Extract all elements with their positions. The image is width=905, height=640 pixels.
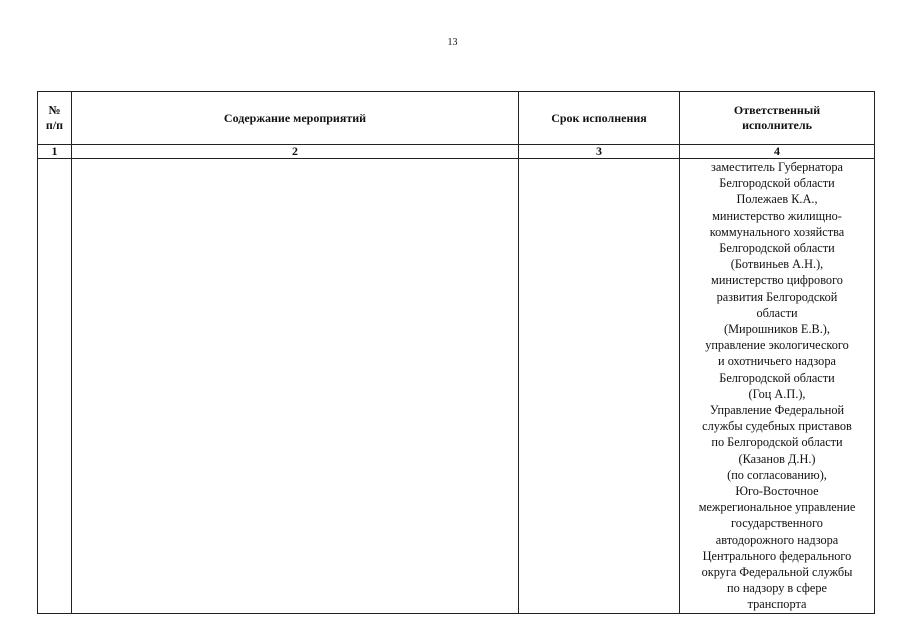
header-responsible	[680, 92, 875, 145]
row-number-cell	[38, 159, 72, 614]
responsible-line: области	[756, 305, 798, 320]
responsible-line: по надзору в сфере	[727, 581, 827, 596]
responsible-line: развития Белгородской	[716, 289, 838, 304]
deadline-cell	[519, 159, 680, 614]
header-responsible-line2: исполнитель	[742, 118, 812, 132]
responsible-line: (по согласованию),	[727, 467, 827, 482]
responsible-line: автодорожного надзора	[715, 532, 839, 547]
responsible-line: межрегиональное управление	[698, 500, 856, 515]
responsible-line: Центрального федерального	[702, 548, 852, 563]
responsible-line: службы судебных приставов	[702, 419, 852, 434]
responsible-line: Управление Федеральной	[709, 403, 845, 418]
header-number-symbol: №	[48, 103, 61, 117]
header-number-abbr: п/п	[45, 118, 64, 132]
header-number	[38, 92, 72, 145]
table-header-row	[38, 92, 875, 145]
responsible-line: (Гоц А.П.),	[748, 386, 806, 401]
responsible-line: транспорта	[747, 597, 807, 612]
responsible-line: Белгородской области	[719, 370, 835, 385]
responsible-line: (Ботвиньев А.Н.),	[730, 257, 824, 272]
header-content: Содержание мероприятий	[72, 92, 519, 145]
column-number: 2	[72, 145, 519, 159]
column-number: 1	[38, 145, 72, 159]
responsible-line: (Мирошников Е.В.),	[724, 322, 830, 337]
responsible-line: Белгородской области	[719, 241, 835, 256]
table-row	[38, 159, 875, 614]
responsible-line: Юго-Восточное	[735, 484, 819, 499]
responsible-line: коммунального хозяйства	[709, 224, 845, 239]
responsible-line: министерство жилищно-	[712, 208, 842, 223]
responsible-line: заместитель Губернатора	[711, 160, 843, 174]
responsible-list	[680, 159, 874, 613]
column-number: 4	[680, 145, 875, 159]
column-number-row	[38, 145, 875, 159]
responsible-cell	[680, 159, 875, 614]
page-number: 13	[447, 37, 458, 48]
responsible-line: округа Федеральной службы	[701, 565, 853, 580]
responsible-line: (Казанов Д.Н.)	[738, 451, 816, 466]
header-deadline: Срок исполнения	[519, 92, 680, 145]
responsible-line: по Белгородской области	[711, 435, 843, 450]
header-responsible-line1: Ответственный	[733, 103, 821, 117]
responsible-line: министерство цифрового	[711, 273, 843, 288]
responsible-line: управление экологического	[705, 338, 849, 353]
measures-table	[37, 91, 875, 614]
responsible-line: Полежаев К.А.,	[736, 192, 818, 207]
responsible-line: государственного	[731, 516, 823, 531]
content-cell	[72, 159, 519, 614]
responsible-line: Белгородской области	[719, 176, 835, 191]
responsible-line: и охотничьего надзора	[718, 354, 836, 369]
column-number: 3	[519, 145, 680, 159]
